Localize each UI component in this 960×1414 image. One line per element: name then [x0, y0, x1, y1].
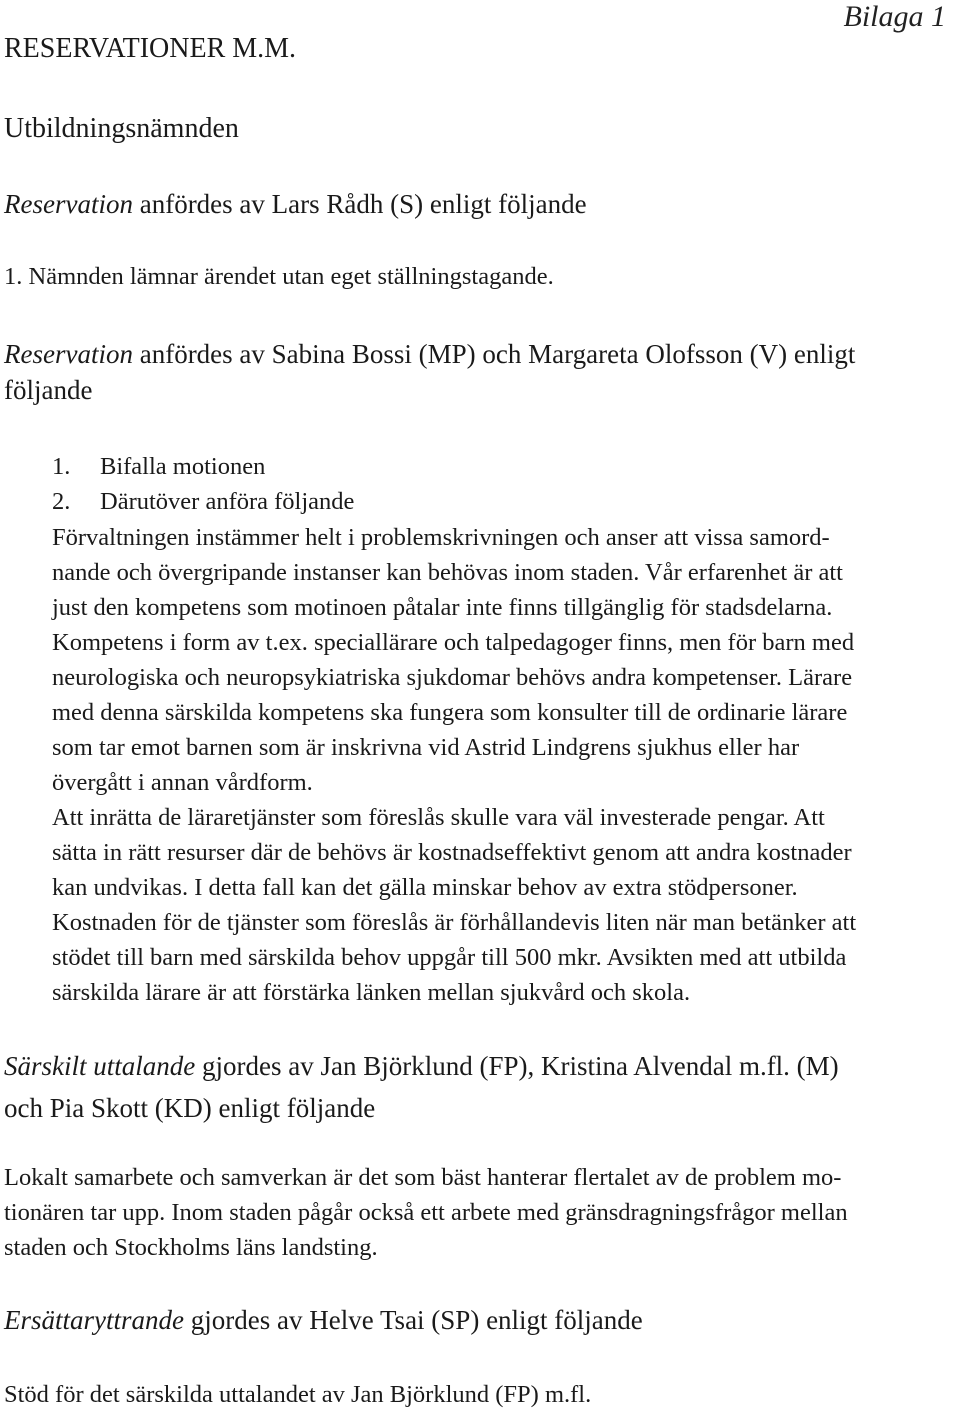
reservation-2-item-2 — [52, 484, 354, 519]
body-line: med denna särskilda kompetens ska fungera som konsulter till de ordinarie lärare — [52, 699, 848, 726]
reservation-2-lead-italic: Reservation — [4, 339, 133, 369]
special-statement-body — [4, 1160, 848, 1265]
body-line: kan undvikas. I detta fall kan det gälla minskar behov av extra stödpersoner. — [52, 874, 798, 901]
substitute-statement-lead — [4, 1302, 643, 1338]
reservation-1-lead — [4, 186, 587, 222]
item-text: Bifalla motionen — [100, 453, 266, 480]
reservation-1-item-1: 1. Nämnden lämnar ärendet utan eget ställningstagande. — [4, 263, 554, 290]
special-statement-lead — [4, 1045, 839, 1129]
committee-name: Utbildningsnämnden — [4, 113, 239, 144]
body-line: övergått i annan vårdform. — [52, 769, 313, 796]
reservation-2-body — [52, 520, 856, 1010]
reservation-2-lead-line2: följande — [4, 375, 93, 405]
body-line: Att inrätta de läraretjänster som föreslås skulle vara väl investerade pengar. Att — [52, 804, 825, 831]
special-statement-lead-italic: Särskilt uttalande — [4, 1051, 196, 1081]
reservation-1-lead-rest: anfördes av Lars Rådh (S) enligt följande — [132, 189, 587, 219]
body-line: tionären tar upp. Inom staden pågår också ett arbete med gränsdragningsfrågor mellan — [4, 1199, 848, 1226]
item-text: Därutöver anföra följande — [100, 488, 355, 515]
body-line: Kompetens i form av t.ex. speciallärare och talpedagoger finns, men för barn med — [52, 629, 855, 656]
body-line: neurologiska och neuropsykiatriska sjukdomar behövs andra kompetenser. Lärare — [52, 664, 853, 691]
body-line: Förvaltningen instämmer helt i problemskrivningen och anser att vissa samord- — [52, 524, 830, 551]
appendix-label: Bilaga 1 — [843, 0, 946, 33]
item-number: 2. — [52, 488, 71, 515]
body-line: särskilda lärare är att förstärka länken mellan sjukvård och skola. — [52, 979, 691, 1006]
document-title: RESERVATIONER M.M. — [4, 33, 297, 64]
body-line: sätta in rätt resurser där de behövs är kostnadseffektivt genom att andra kostnader — [52, 839, 852, 866]
body-line: stödet till barn med särskilda behov uppgår till 500 mkr. Avsikten med att utbilda — [52, 944, 847, 971]
reservation-2-lead-rest: anfördes av Sabina Bossi (MP) och Margareta Olofsson (V) enligt — [132, 339, 856, 369]
body-line: Kostnaden för de tjänster som föreslås är förhållandevis liten när man betänker att — [52, 909, 857, 936]
substitute-statement-lead-italic: Ersättaryttrande — [4, 1305, 184, 1335]
body-line: nande och övergripande instanser kan behövas inom staden. Vår erfarenhet är att — [52, 559, 843, 586]
substitute-statement-body: Stöd för det särskilda uttalandet av Jan Björklund (FP) m.fl. — [4, 1381, 592, 1408]
special-statement-lead-line2: och Pia Skott (KD) enligt följande — [4, 1093, 376, 1123]
body-line: Lokalt samarbete och samverkan är det som bäst hanterar flertalet av de problem mo- — [4, 1164, 842, 1191]
body-line: just den kompetens som motinoen påtalar inte finns tillgänglig för stadsdelarna. — [52, 594, 833, 621]
reservation-2-lead — [4, 336, 855, 408]
reservation-1-lead-italic: Reservation — [4, 189, 133, 219]
special-statement-lead-rest: gjordes av Jan Björklund (FP), Kristina Alvendal m.fl. (M) — [195, 1051, 839, 1081]
substitute-statement-lead-rest: gjordes av Helve Tsai (SP) enligt följande — [184, 1305, 643, 1335]
body-line: staden och Stockholms läns landsting. — [4, 1234, 378, 1261]
body-line: som tar emot barnen som är inskrivna vid Astrid Lindgrens sjukhus eller har — [52, 734, 800, 761]
reservation-2-item-1 — [52, 449, 265, 484]
item-number: 1. — [52, 453, 71, 480]
